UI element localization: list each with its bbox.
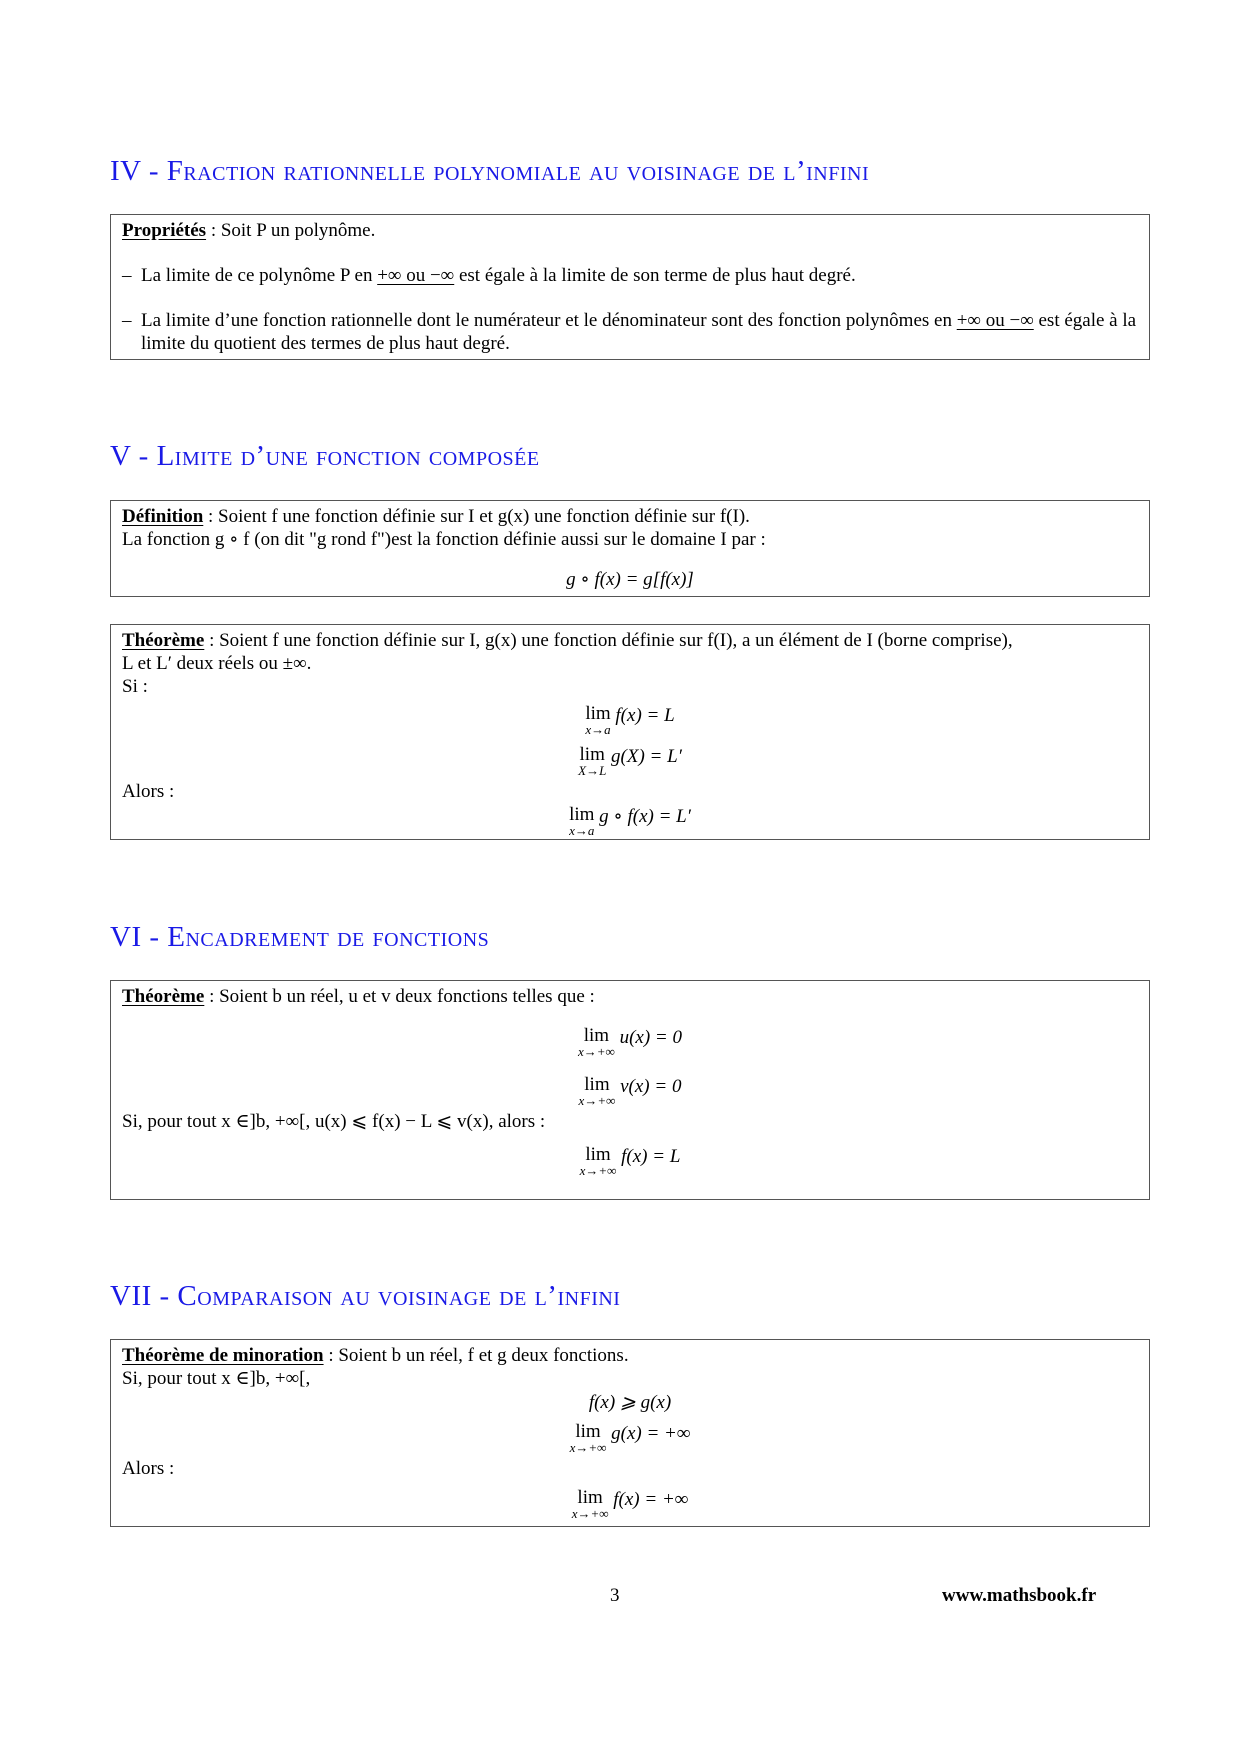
equation: f(x) ⩾ g(x) <box>588 1392 672 1413</box>
equation: lim x→+∞ f(x) = L <box>579 1144 681 1178</box>
theorem-box-encadrement: Théorème : Soient b un réel, u et v deux fonctions telles que : lim x→+∞ u(x) = 0 lim x→+∞ v(x) = 0 Si, pour tout x ∈]b, +∞[, u(x) ⩽ f(x) − L ⩽ v(x), alors : lim x→+∞ f(x) = L <box>110 980 1150 1200</box>
equation: lim x→+∞ g(x) = +∞ <box>569 1421 691 1455</box>
equation: lim x→a g ∘ f(x) = L′ <box>569 804 691 838</box>
section-title-v: V - Limite d’une fonction composée <box>110 440 540 472</box>
equation: lim X→L g(X) = L′ <box>578 744 682 778</box>
equation: lim x→+∞ f(x) = +∞ <box>571 1487 689 1521</box>
box-label: Théorème de minoration <box>122 1345 324 1366</box>
theorem-box-composition: Théorème : Soient f une fonction définie sur I, g(x) une fonction définie sur f(I), a un élément de I (borne comprise), L et L′ deux réels ou ±∞. Si : lim x→a f(x) = L lim X→L g(X) = L′ Alors : lim x→a g ∘ f(x) = L′ <box>110 624 1150 840</box>
box-label: Propriétés <box>122 220 207 241</box>
box-label: Définition <box>122 506 204 527</box>
definition-line: La fonction g ∘ f (on dit "g rond f")est la fonction définie aussi sur le domaine I par : <box>122 529 766 550</box>
list-item: – La limite d’une fonction rationnelle dont le numérateur et le dénominateur sont des fonction polynômes en +∞ ou −∞ est égale à la limite du quotient des termes de plus haut degré. <box>122 309 1138 355</box>
equation: lim x→+∞ u(x) = 0 <box>578 1025 682 1059</box>
box-label: Théorème <box>122 630 205 651</box>
box-label: Théorème <box>122 986 205 1007</box>
equation: lim x→a f(x) = L <box>585 703 675 737</box>
theorem-box-minoration: Théorème de minoration : Soient b un réel, f et g deux fonctions. Si, pour tout x ∈]b, +∞[, f(x) ⩾ g(x) lim x→+∞ g(x) = +∞ Alors : lim x→+∞ f(x) = +∞ <box>110 1339 1150 1527</box>
list-item: – La limite de ce polynôme P en +∞ ou −∞ est égale à la limite de son terme de plus haut degré. <box>122 264 1138 287</box>
site-url[interactable]: www.mathsbook.fr <box>942 1585 1097 1606</box>
box-intro: : Soit P un polynôme. <box>206 220 376 241</box>
equation: lim x→+∞ v(x) = 0 <box>578 1074 682 1108</box>
section-title-vi: VI - Encadrement de fonctions <box>110 921 490 953</box>
equation: g ∘ f(x) = g[f(x)] <box>566 569 694 590</box>
page-number: 3 <box>610 1585 620 1606</box>
definition-box: Définition : Soient f une fonction définie sur I et g(x) une fonction définie sur f(I). La fonction g ∘ f (on dit "g rond f")est la fonction définie aussi sur le domaine I par : g ∘ f(x) = g[f(x)] <box>110 500 1150 597</box>
section-title-iv: IV - Fraction rationnelle polynomiale au voisinage de l’infini <box>110 155 870 187</box>
section-title-vii: VII - Comparaison au voisinage de l’infini <box>110 1280 621 1312</box>
properties-box <box>110 214 1150 360</box>
